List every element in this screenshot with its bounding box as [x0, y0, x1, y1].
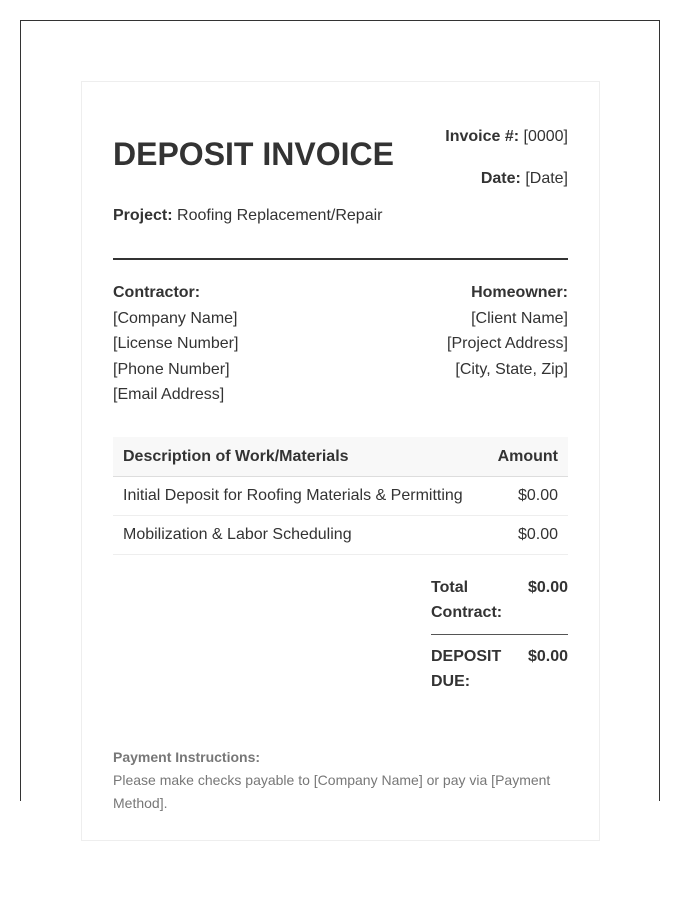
invoice-meta	[445, 128, 568, 212]
row-amount: $0.00	[485, 516, 568, 555]
homeowner-city: [City, State, Zip]	[455, 360, 568, 378]
total-contract-value: $0.00	[527, 579, 568, 596]
total-contract-row	[431, 575, 568, 625]
row-amount: $0.00	[485, 477, 568, 516]
invoice-title: DEPOSIT INVOICE	[113, 136, 394, 172]
contractor-heading: Contractor:	[113, 284, 201, 301]
homeowner-client: [Client Name]	[471, 309, 568, 327]
contractor-email: [Email Address]	[113, 386, 225, 403]
header-divider	[113, 258, 568, 260]
payment-heading: Payment Instructions:	[113, 749, 261, 765]
totals-divider	[431, 634, 568, 635]
payment-text: Please make checks payable to [Company Name] or pay via [Payment Method].	[113, 772, 551, 811]
page-frame	[20, 20, 660, 811]
invoice-sheet	[81, 81, 600, 841]
contractor-block	[113, 280, 238, 408]
contractor-phone: [Phone Number]	[113, 360, 230, 378]
invoice-number-row	[445, 128, 568, 170]
invoice-date-row	[445, 170, 568, 212]
table-row	[113, 516, 568, 555]
description-header: Description of Work/Materials	[113, 437, 485, 477]
deposit-due-value: $0.00	[527, 648, 568, 665]
total-contract-label: Total Contract:	[431, 579, 503, 621]
table-row	[113, 477, 568, 516]
table-header-row	[113, 437, 568, 477]
invoice-date-label: Date:	[480, 170, 521, 187]
line-items-table	[113, 437, 568, 555]
homeowner-block	[447, 280, 568, 382]
project-label: Project:	[113, 207, 173, 224]
totals-block	[431, 575, 568, 694]
invoice-date-value: [Date]	[525, 170, 568, 187]
homeowner-heading: Homeowner:	[471, 284, 568, 301]
payment-instructions	[113, 746, 568, 815]
invoice-number-value: [0000]	[523, 128, 568, 145]
deposit-due-row	[431, 644, 568, 694]
row-description: Initial Deposit for Roofing Materials & Permitting	[113, 477, 485, 516]
homeowner-address: [Project Address]	[447, 335, 568, 352]
deposit-due-label: DEPOSIT DUE:	[431, 648, 502, 690]
contractor-company: [Company Name]	[113, 309, 238, 327]
row-description: Mobilization & Labor Scheduling	[113, 516, 485, 555]
project-line	[113, 207, 382, 225]
invoice-number-label: Invoice #:	[445, 128, 520, 145]
amount-header: Amount	[485, 437, 568, 477]
contractor-license: [License Number]	[113, 335, 239, 352]
project-value: Roofing Replacement/Repair	[177, 207, 383, 224]
